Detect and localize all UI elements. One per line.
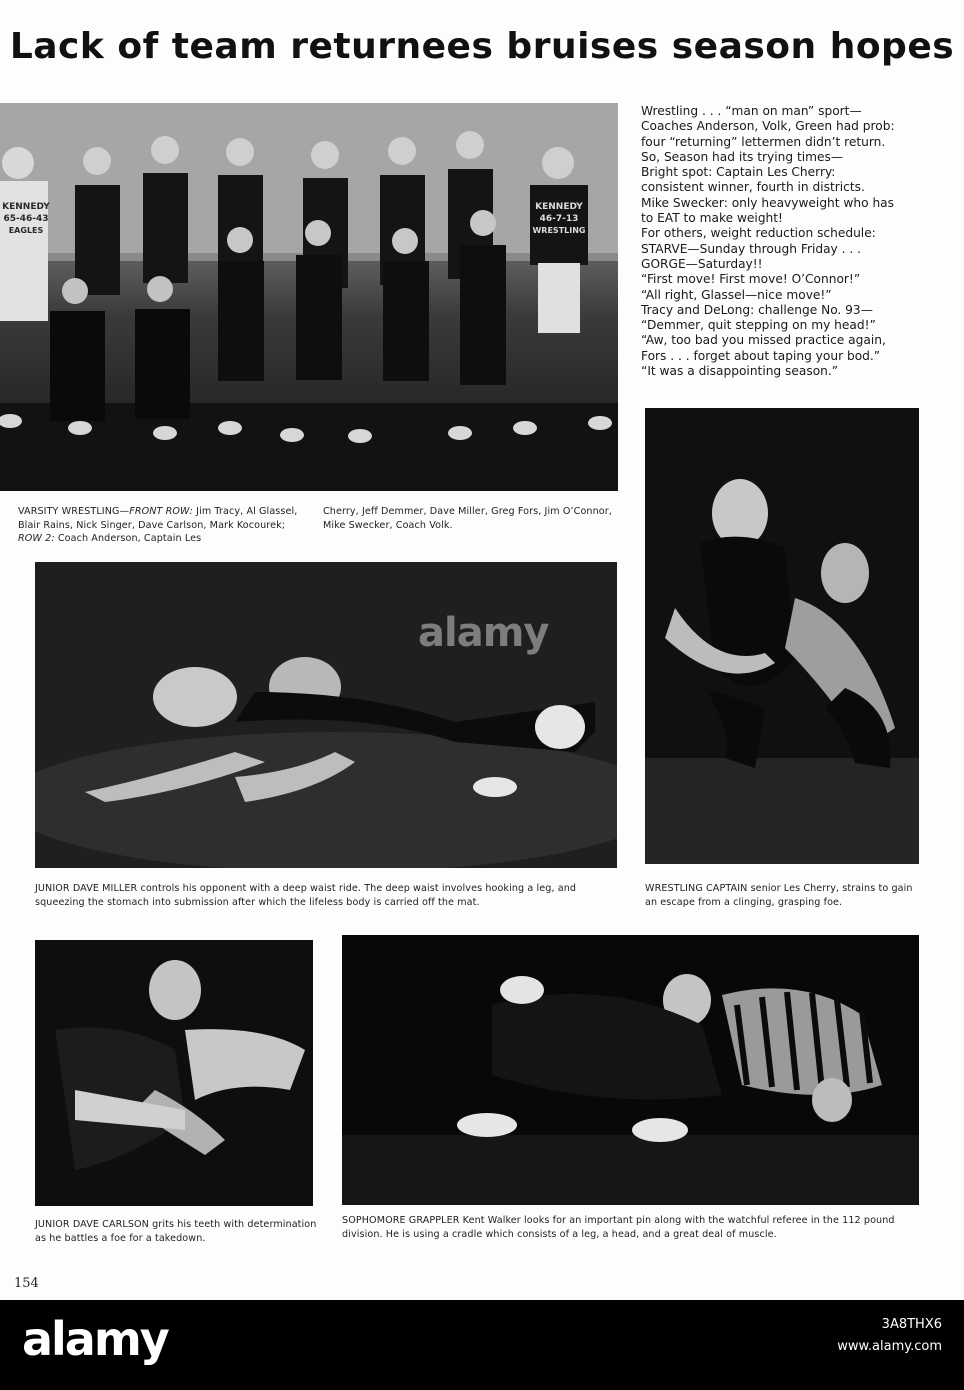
story-line: to EAT to make weight! xyxy=(641,211,783,226)
tee-number-text: 46-7-13 xyxy=(539,214,579,224)
walker-caption-lead: SOPHOMORE GRAPPLER xyxy=(342,1215,460,1226)
team-caption-lead: VARSITY WRESTLING— xyxy=(18,506,130,517)
story-line: consistent winner, fourth in districts. xyxy=(641,180,865,195)
story-line: So, Season had its trying times— xyxy=(641,149,844,164)
miller-caption xyxy=(35,882,617,909)
story-line: Coaches Anderson, Volk, Green had prob: xyxy=(641,119,895,134)
watermark-brand-center: alamy xyxy=(418,610,549,656)
page-title: Lack of team returnees bruises season hopes xyxy=(9,26,955,67)
team-caption-right xyxy=(323,505,613,532)
team-caption-left xyxy=(18,505,303,546)
tee-bottom-text: WRESTLING xyxy=(532,226,586,235)
alamy-logo: alamy xyxy=(22,1312,168,1366)
row2-names-b: Cherry, Jeff Demmer, Dave Miller, Greg Fors, Jim O’Connor, Mike Swecker, Coach Volk. xyxy=(323,506,612,531)
cherry-photo xyxy=(645,408,919,864)
page-number: 154 xyxy=(14,1276,39,1291)
stock-footer xyxy=(0,1300,964,1390)
story-line: Tracy and DeLong: challenge No. 93— xyxy=(641,302,873,317)
story-line: “Aw, too bad you missed practice again, xyxy=(641,333,886,348)
cherry-photo-figures xyxy=(645,408,919,864)
story-line: GORGE—Saturday!! xyxy=(641,256,763,271)
front-row-label: FRONT ROW: xyxy=(129,506,193,517)
story-line: Wrestling . . . “man on man” sport— xyxy=(641,104,862,118)
team-photo-figures xyxy=(0,103,618,491)
story-line: STARVE—Sunday through Friday . . . xyxy=(641,241,862,256)
row2-names-a: Coach Anderson, Captain Les xyxy=(54,533,202,544)
story-text xyxy=(641,104,941,379)
miller-caption-text: controls his opponent with a deep waist ride. The deep waist involves hooking a leg, and squeezing the stomach into submission after which the lifeless body is carried off the mat. xyxy=(35,883,577,908)
walker-caption-text: Kent Walker looks for an important pin along with the watchful referee in the 112 pound division. He is using a cradle which consists of a leg, a head, and a great deal of muscle. xyxy=(342,1215,895,1240)
front-row-names: Jim Tracy, Al Glassel, Blair Rains, Nick Singer, Dave Carlson, Mark Kocourek; xyxy=(18,506,298,531)
carlson-caption-lead: JUNIOR DAVE CARLSON xyxy=(35,1219,149,1230)
footer-id-block xyxy=(837,1314,942,1358)
cherry-caption-lead: WRESTLING CAPTAIN xyxy=(645,883,748,894)
story-line: For others, weight reduction schedule: xyxy=(641,226,876,241)
cherry-caption-text: senior Les Cherry, strains to gain an escape from a clinging, grasping foe. xyxy=(645,883,913,908)
story-line: “First move! First move! O’Connor!” xyxy=(641,272,861,287)
miller-photo-figures xyxy=(35,562,617,868)
story-line: “All right, Glassel—nice move!” xyxy=(641,287,832,302)
sweatshirt-top-text: KENNEDY xyxy=(2,202,50,212)
story-line: Fors . . . forget about taping your bod.” xyxy=(641,348,881,363)
story-line: Bright spot: Captain Les Cherry: xyxy=(641,165,836,180)
walker-photo xyxy=(342,935,919,1205)
carlson-photo-figures xyxy=(35,940,313,1206)
sweatshirt-bottom-text: EAGLES xyxy=(8,226,44,235)
site-url: www.alamy.com xyxy=(837,1339,942,1354)
row2-label: ROW 2: xyxy=(18,533,55,544)
walker-caption xyxy=(342,1214,924,1241)
story-line: “Demmer, quit stepping on my head!” xyxy=(641,318,876,333)
image-id: 3A8THX6 xyxy=(881,1317,942,1332)
sweatshirt-number-text: 65-46-43 xyxy=(3,214,49,224)
carlson-photo xyxy=(35,940,313,1206)
carlson-caption-text: grits his teeth with determination as he battles a foe for a takedown. xyxy=(35,1219,317,1244)
cherry-caption xyxy=(645,882,925,909)
story-line: four “returning” lettermen didn’t return. xyxy=(641,134,886,149)
tee-top-text: KENNEDY xyxy=(535,202,583,212)
walker-photo-figures xyxy=(342,935,919,1205)
miller-caption-lead: JUNIOR DAVE MILLER xyxy=(35,883,138,894)
story-line: “It was a disappointing season.” xyxy=(641,364,839,379)
team-photo xyxy=(0,103,618,491)
miller-photo xyxy=(35,562,617,868)
story-line: Mike Swecker: only heavyweight who has xyxy=(641,195,894,210)
carlson-caption xyxy=(35,1218,325,1245)
